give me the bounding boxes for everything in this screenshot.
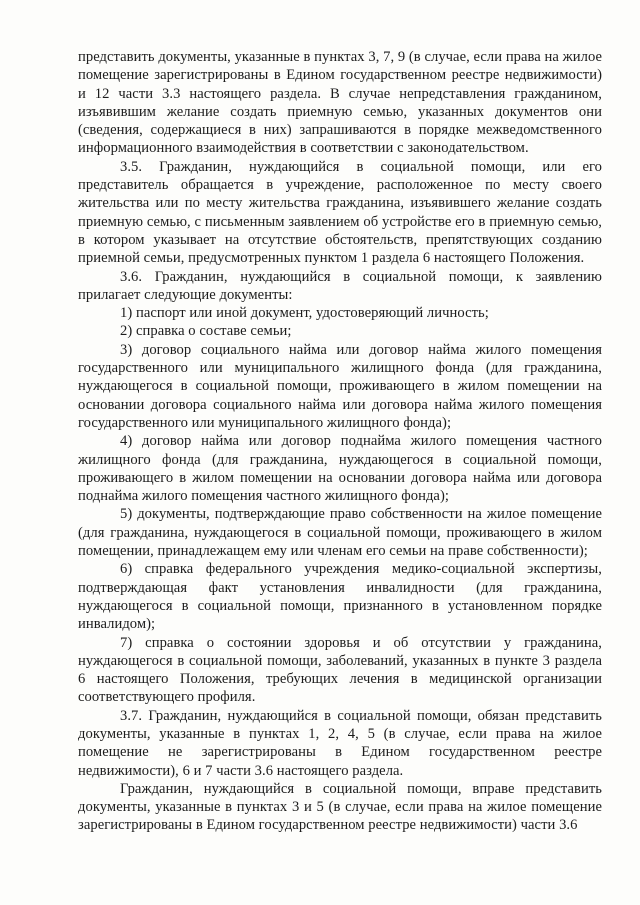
list-item-3: 3) договор социального найма или договор найма жилого помещения государственного или муниципального жилищного фонда (для гражданина, нуждающегося в социальной помощи, проживающего в жилом помещении на основании договора социального найма или договора найма жилого помещения государственного или муниципального жилищного фонда); xyxy=(78,341,602,431)
list-item-6: 6) справка федерального учреждения медико-социальной экспертизы, подтверждающая факт установления инвалидности (для гражданина, нуждающегося в социальной помощи, признанного в установленном порядке инвалидом); xyxy=(78,561,602,633)
paragraph-3-5: 3.5. Гражданин, нуждающийся в социальной помощи, или его представитель обращается в учреждение, расположенное по месту своего жительства или по месту жительства гражданина, изъявившего желание создать приемную семью, с письменным заявлением об устройстве его в приемную семью, в котором указывает на отсутствие обстоятельств, препятствующих созданию приемной семьи, предусмотренных пунктом 1 раздела 6 настоящего Положения. xyxy=(78,158,602,267)
paragraph-continuation: представить документы, указанные в пунктах 3, 7, 9 (в случае, если права на жилое помещение зарегистрированы в Едином государственном реестре недвижимости) и 12 части 3.3 настоящего раздела. В случае непредставления гражданином, изъявившим желание создать приемную семью, указанных документов они (сведения, содержащиеся в них) запрашиваются в порядке межведомственного информационного взаимодействия в соответствии с законодательством. xyxy=(78,49,602,157)
list-item-2: 2) справка о составе семьи; xyxy=(120,323,292,340)
list-item-4: 4) договор найма или договор поднайма жилого помещения частного жилищного фонда (для гражданина, нуждающегося в социальной помощи, проживающего в жилом помещении на основании договора найма или договора поднайма жилого помещения частного жилищного фонда); xyxy=(78,433,602,505)
paragraph-3-7-continuation: Гражданин, нуждающийся в социальной помощи, вправе представить документы, указанные в пунктах 3 и 5 (в случае, если права на жилое помещение зарегистрированы в Едином государственном реестре недвижимости) части 3.6 xyxy=(78,780,602,834)
document-body xyxy=(78,48,602,835)
list-item-1: 1) паспорт или иной документ, удостоверяющий личность; xyxy=(120,305,489,322)
list-item-7: 7) справка о состоянии здоровья и об отсутствии у гражданина, нуждающегося в социальной помощи, заболеваний, указанных в пункте 3 раздела 6 настоящего Положения, требующих лечения в медицинской организации соответствующего профиля. xyxy=(78,634,602,706)
list-item-5: 5) документы, подтверждающие право собственности на жилое помещение (для гражданина, нуждающегося в социальной помощи, проживающего в жилом помещении, принадлежащем ему или членам его семьи на праве собственности); xyxy=(78,506,602,560)
paragraph-3-7: 3.7. Гражданин, нуждающийся в социальной помощи, обязан представить документы, указанные в пунктах 1, 2, 4, 5 (в случае, если права на жилое помещение не зарегистрированы в Едином государственном реестре недвижимости), 6 и 7 части 3.6 настоящего раздела. xyxy=(78,707,602,779)
paragraph-3-6: 3.6. Гражданин, нуждающийся в социальной помощи, к заявлению прилагает следующие документы: xyxy=(78,268,602,303)
